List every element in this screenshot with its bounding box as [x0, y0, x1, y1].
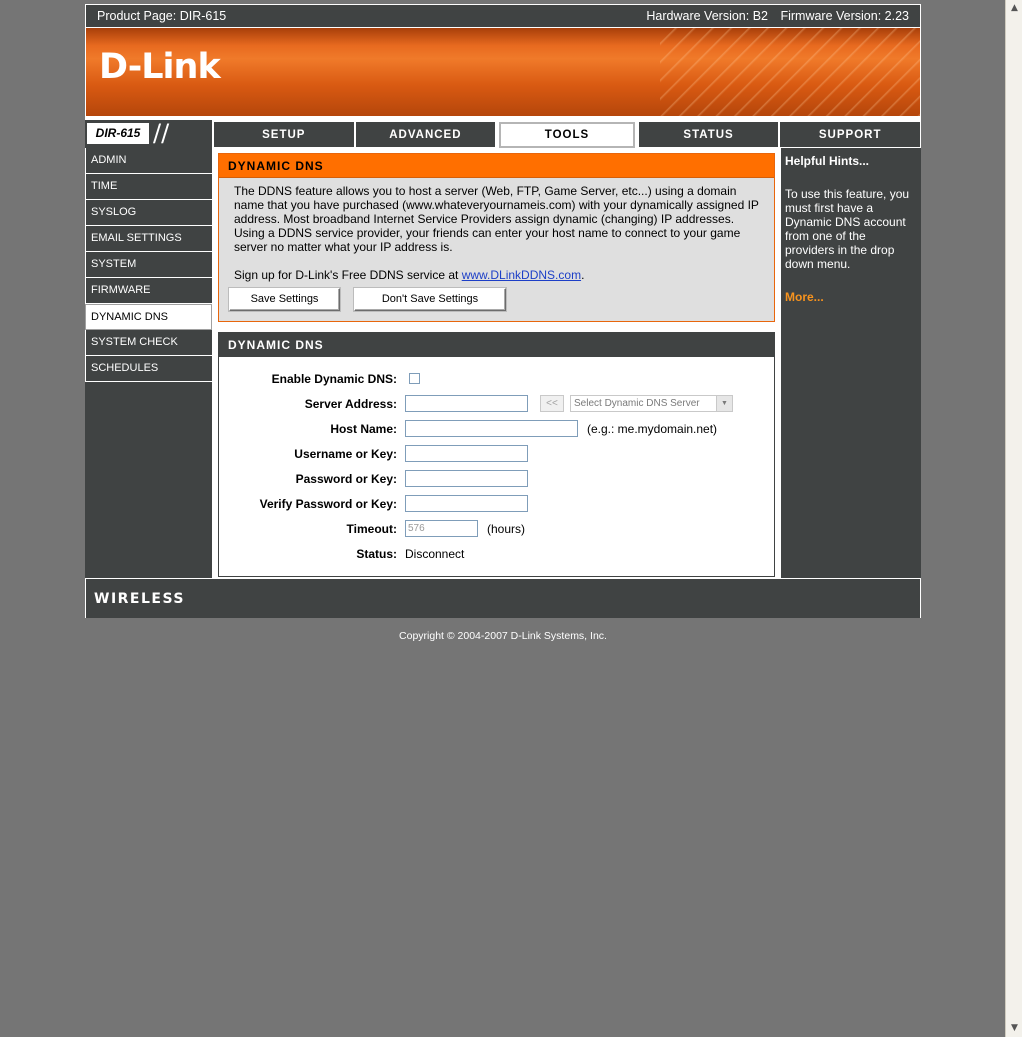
status-value: Disconnect: [405, 546, 465, 561]
hints-title: Helpful Hints...: [785, 154, 869, 168]
enable-row: [219, 366, 774, 391]
main-nav: [85, 120, 921, 148]
router-page: [85, 4, 921, 642]
sidebar-item-firmware[interactable]: FIRMWARE: [85, 278, 212, 304]
intro-description: The DDNS feature allows you to host a server (Web, FTP, Game Server, etc...) using a domain name that you have purchased (www.whateveryournameis.com) with your dynamically assigned IP address. Most broadband Internet Service Providers assign dynamic (changing) IP addresses. Using a DDNS service provider, your friends can enter your host name to connect to your game server no matter what your IP address is.: [234, 184, 759, 254]
host-name-hint: (e.g.: me.mydomain.net): [587, 421, 718, 436]
scroll-down-icon[interactable]: ▼: [1011, 1023, 1018, 1033]
sidebar-item-dynamic-dns[interactable]: DYNAMIC DNS: [85, 304, 212, 330]
brand-banner: [85, 28, 921, 116]
sidebar-item-system-check[interactable]: SYSTEM CHECK: [85, 330, 212, 356]
sidebar-item-schedules[interactable]: SCHEDULES: [85, 356, 212, 382]
content-panel: [213, 148, 780, 578]
username-row: [219, 441, 774, 466]
enable-ddns-checkbox[interactable]: [409, 373, 420, 384]
dlinkddns-link[interactable]: www.DLinkDDNS.com: [461, 268, 582, 282]
host-name-row: [219, 416, 774, 441]
timeout-unit: (hours): [487, 521, 526, 536]
sidebar: [85, 148, 213, 578]
ddns-form-box: [218, 332, 775, 577]
tab-status[interactable]: STATUS: [638, 120, 780, 148]
product-page-label: Product Page: DIR-615: [97, 9, 227, 23]
status-label: Status:: [356, 546, 397, 561]
page-scrollbar[interactable]: [1005, 0, 1022, 1037]
form-title: DYNAMIC DNS: [219, 333, 774, 357]
model-badge: [85, 120, 213, 148]
chevron-down-icon: ▼: [716, 396, 732, 411]
timeout-label: Timeout:: [346, 521, 397, 536]
main-area: [85, 148, 921, 578]
sidebar-item-time[interactable]: TIME: [85, 174, 212, 200]
tab-support[interactable]: SUPPORT: [779, 120, 921, 148]
host-name-input[interactable]: [405, 420, 578, 437]
server-address-input[interactable]: [405, 395, 528, 412]
host-name-label: Host Name:: [330, 421, 397, 436]
intro-box: [218, 153, 775, 322]
sidebar-item-syslog[interactable]: SYSLOG: [85, 200, 212, 226]
ddns-server-select-value: Select Dynamic DNS Server: [574, 398, 700, 409]
dlink-logo: [99, 47, 220, 87]
password-row: [219, 466, 774, 491]
intro-title: DYNAMIC DNS: [219, 154, 774, 178]
timeout-row: [219, 516, 774, 541]
helpful-hints-panel: [780, 148, 921, 578]
copyright-text: Copyright © 2004-2007 D-Link Systems, Inc.: [399, 630, 607, 642]
top-info-bar: [85, 4, 921, 28]
tab-advanced[interactable]: ADVANCED: [355, 120, 497, 148]
sidebar-item-system[interactable]: SYSTEM: [85, 252, 212, 278]
banner-stripes: [660, 28, 920, 116]
enable-label: Enable Dynamic DNS:: [271, 371, 397, 386]
more-link[interactable]: More...: [785, 290, 824, 304]
ddns-server-select[interactable]: [570, 395, 733, 412]
model-label: DIR-615: [87, 123, 149, 144]
slash-decoration: //: [153, 119, 170, 147]
hardware-version: Hardware Version: B2: [646, 9, 768, 23]
username-input[interactable]: [405, 445, 528, 462]
copy-server-button[interactable]: <<: [540, 395, 564, 412]
password-input[interactable]: [405, 470, 528, 487]
hints-text: To use this feature, you must first have a Dynamic DNS account from one of the providers in the drop down menu.: [785, 187, 910, 271]
sidebar-item-admin[interactable]: ADMIN: [85, 148, 212, 174]
logo-text: D-Link: [99, 47, 220, 87]
status-row: [219, 541, 774, 566]
signup-text: Sign up for D-Link's Free DDNS service at www.DLinkDDNS.com.: [234, 268, 585, 282]
verify-password-input[interactable]: [405, 495, 528, 512]
dont-save-settings-button[interactable]: Don't Save Settings: [354, 288, 506, 311]
sidebar-item-email-settings[interactable]: EMAIL SETTINGS: [85, 226, 212, 252]
firmware-version: Firmware Version: 2.23: [780, 9, 909, 23]
server-address-label: Server Address:: [304, 396, 397, 411]
username-label: Username or Key:: [294, 446, 397, 461]
server-address-row: [219, 391, 774, 416]
timeout-input[interactable]: 576: [405, 520, 478, 537]
tab-setup[interactable]: SETUP: [213, 120, 355, 148]
wireless-logo: WIRELESS: [94, 591, 186, 607]
password-label: Password or Key:: [295, 471, 397, 486]
scroll-up-icon[interactable]: ▲: [1011, 3, 1018, 13]
save-settings-button[interactable]: Save Settings: [229, 288, 340, 311]
footer-bar: [85, 578, 921, 618]
tab-tools[interactable]: TOOLS: [496, 120, 638, 148]
verify-password-label: Verify Password or Key:: [259, 496, 397, 511]
verify-password-row: [219, 491, 774, 516]
